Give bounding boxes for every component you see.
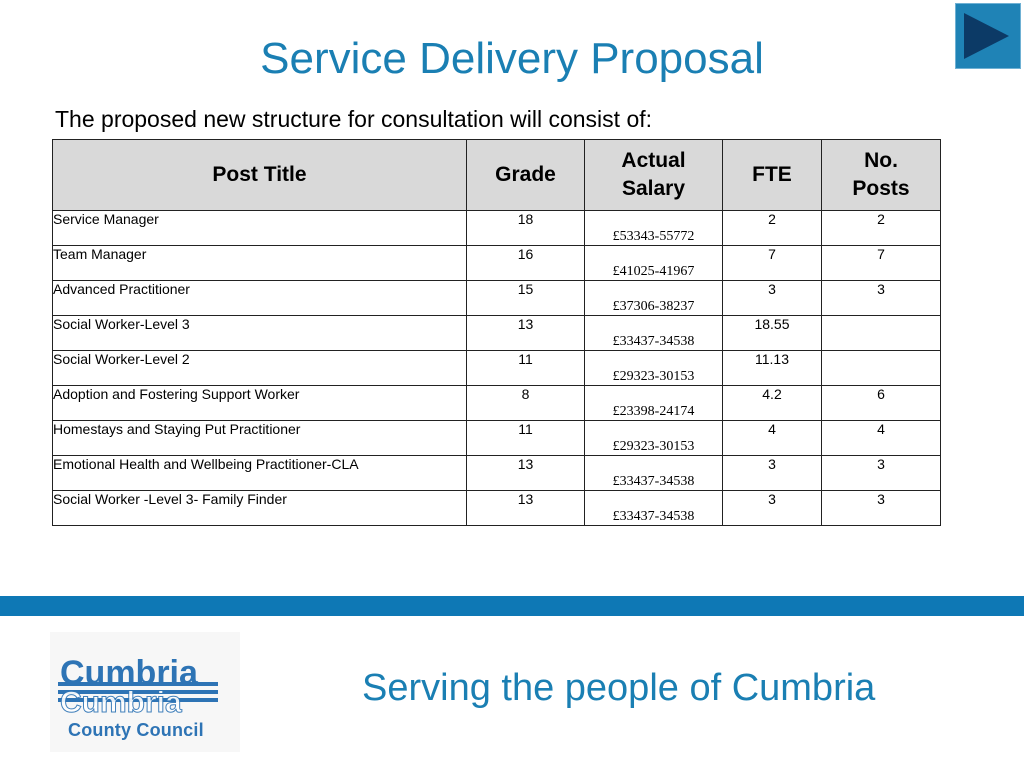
- svg-text:Cumbria: Cumbria: [60, 686, 182, 719]
- salary-cell: £33437-34538: [585, 316, 723, 351]
- table-row: [53, 386, 941, 421]
- fte-cell: 2: [723, 211, 822, 246]
- grade-cell: 13: [467, 491, 585, 526]
- table-header-row: [53, 140, 941, 211]
- salary-cell: £53343-55772: [585, 211, 723, 246]
- grade-cell: 13: [467, 316, 585, 351]
- footer-tagline: Serving the people of Cumbria: [362, 667, 876, 709]
- posts-count-cell: 3: [822, 491, 941, 526]
- posts-count-cell: [822, 316, 941, 351]
- table-row: [53, 351, 941, 386]
- fte-cell: 3: [723, 491, 822, 526]
- fte-cell: 11.13: [723, 351, 822, 386]
- salary-cell: £33437-34538: [585, 491, 723, 526]
- post-title-cell: Social Worker -Level 3- Family Finder: [53, 491, 467, 526]
- salary-cell: £41025-41967: [585, 246, 723, 281]
- fte-cell: 3: [723, 456, 822, 491]
- column-header-grade: Grade: [467, 140, 585, 211]
- posts-count-cell: 6: [822, 386, 941, 421]
- post-title-cell: Adoption and Fostering Support Worker: [53, 386, 467, 421]
- fte-cell: 4: [723, 421, 822, 456]
- cumbria-county-council-logo: [50, 632, 240, 752]
- grade-cell: 18: [467, 211, 585, 246]
- post-title-cell: Social Worker-Level 2: [53, 351, 467, 386]
- post-title-cell: Emotional Health and Wellbeing Practitioner-CLA: [53, 456, 467, 491]
- post-title-cell: Social Worker-Level 3: [53, 316, 467, 351]
- grade-cell: 11: [467, 421, 585, 456]
- intro-text: The proposed new structure for consultation will consist of:: [55, 106, 653, 132]
- play-arrow-icon: [956, 4, 1020, 68]
- column-header-fte: FTE: [723, 140, 822, 211]
- logo-graphic: [50, 632, 240, 722]
- column-header-salary: Actual Salary: [585, 140, 723, 211]
- table-row: [53, 316, 941, 351]
- posts-count-cell: 4: [822, 421, 941, 456]
- salary-cell: £29323-30153: [585, 421, 723, 456]
- table-row: [53, 246, 941, 281]
- table-row: [53, 211, 941, 246]
- posts-count-cell: 3: [822, 281, 941, 316]
- column-header-post-title: Post Title: [53, 140, 467, 211]
- salary-cell: £37306-38237: [585, 281, 723, 316]
- table-row: [53, 456, 941, 491]
- grade-cell: 13: [467, 456, 585, 491]
- column-header-posts: No. Posts: [822, 140, 941, 211]
- table-row: [53, 281, 941, 316]
- next-slide-button[interactable]: [955, 3, 1021, 69]
- post-title-cell: Team Manager: [53, 246, 467, 281]
- fte-cell: 7: [723, 246, 822, 281]
- salary-cell: £23398-24174: [585, 386, 723, 421]
- post-title-cell: Homestays and Staying Put Practitioner: [53, 421, 467, 456]
- fte-cell: 3: [723, 281, 822, 316]
- grade-cell: 11: [467, 351, 585, 386]
- salary-cell: £29323-30153: [585, 351, 723, 386]
- table-row: [53, 421, 941, 456]
- posts-count-cell: 3: [822, 456, 941, 491]
- fte-cell: 18.55: [723, 316, 822, 351]
- post-structure-table: [52, 139, 941, 526]
- grade-cell: 8: [467, 386, 585, 421]
- logo-subtitle: County Council: [68, 720, 204, 740]
- posts-count-cell: [822, 351, 941, 386]
- grade-cell: 16: [467, 246, 585, 281]
- slide-title: Service Delivery Proposal: [260, 34, 764, 83]
- posts-count-cell: 7: [822, 246, 941, 281]
- fte-cell: 4.2: [723, 386, 822, 421]
- post-title-cell: Advanced Practitioner: [53, 281, 467, 316]
- table-row: [53, 491, 941, 526]
- grade-cell: 15: [467, 281, 585, 316]
- post-title-cell: Service Manager: [53, 211, 467, 246]
- salary-cell: £33437-34538: [585, 456, 723, 491]
- posts-count-cell: 2: [822, 211, 941, 246]
- footer-band: [0, 596, 1024, 616]
- svg-text:Cumbria: Cumbria: [60, 654, 198, 692]
